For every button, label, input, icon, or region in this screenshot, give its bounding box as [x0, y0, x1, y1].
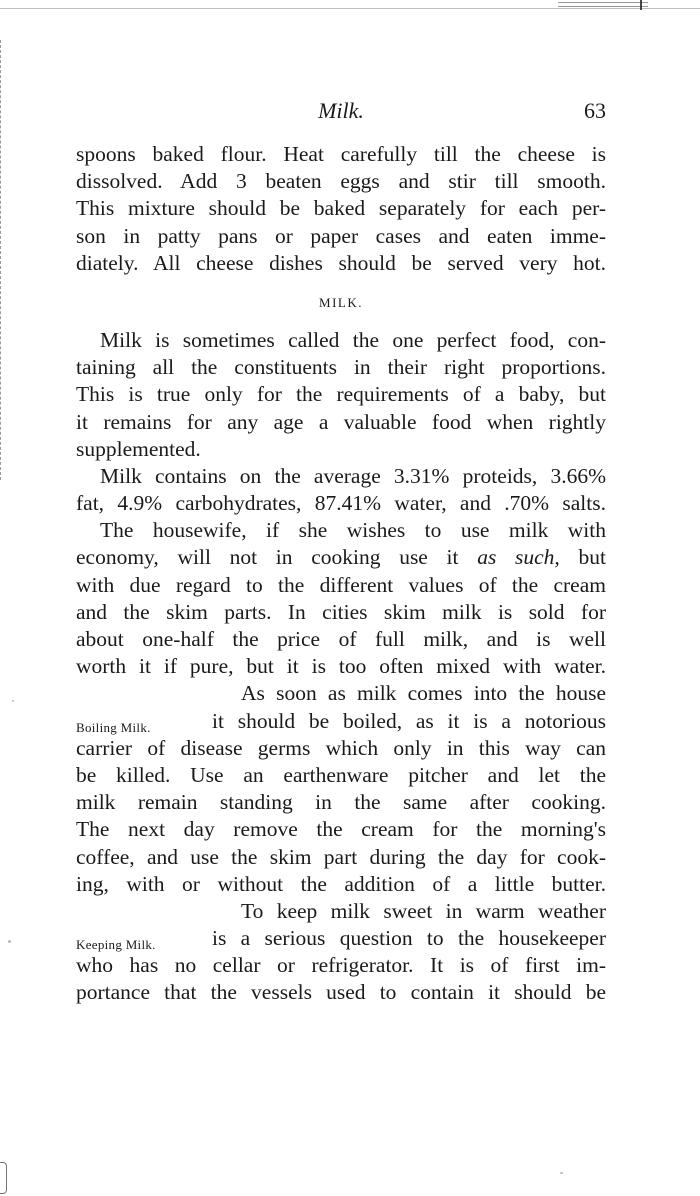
- text-line: son in patty pans or paper cases and eaten imme-: [76, 223, 606, 248]
- text-line: dissolved. Add 3 beaten eggs and stir till smooth.: [76, 169, 606, 194]
- text-line: This mixture should be baked separately for each per-: [76, 196, 606, 221]
- text-run: As soon as milk comes into the house: [241, 681, 606, 706]
- margin-note-keeping-milk: Keeping Milk.: [76, 937, 156, 953]
- text-line: fat, 4.9% carbohydrates, 87.41% water, and .70% salts.: [76, 491, 606, 516]
- text-line: coffee, and use the skim part during the day for cook-: [76, 844, 606, 869]
- text-run: To keep milk sweet in warm weather: [241, 898, 606, 923]
- text-line: ing, with or without the addition of a little butter.: [76, 871, 606, 896]
- text-run: it should be boiled, as it is a notorious: [212, 708, 606, 733]
- text-line: who has no cellar or refrigerator. It is of first im-: [76, 953, 606, 978]
- binding-gutter: [0, 40, 5, 480]
- text-line: [76, 925, 606, 952]
- text-run: but: [559, 545, 606, 570]
- text-line: be killed. Use an earthenware pitcher and let the: [76, 762, 606, 787]
- text-line: it remains for any age a valuable food when rightly: [76, 409, 606, 434]
- text-line: with due regard to the different values of the cream: [76, 572, 606, 597]
- text-run: is a serious question to the housekeeper: [212, 926, 606, 951]
- text-line: spoons baked flour. Heat carefully till the cheese is: [76, 142, 606, 166]
- text-line: [76, 708, 606, 735]
- page-number: 63: [584, 98, 606, 123]
- margin-note-boiling-milk: Boiling Milk.: [76, 719, 151, 735]
- binding-bracket: [0, 1162, 7, 1194]
- text-line: [76, 898, 606, 925]
- running-title: Milk.: [318, 98, 364, 123]
- section-heading: MILK.: [319, 294, 363, 310]
- text-line: The housewife, if she wishes to use milk with: [100, 518, 606, 543]
- corner-mark: [640, 0, 642, 10]
- text-line: worth it if pure, but it is too often mixed with water.: [76, 654, 606, 679]
- running-head: [76, 98, 606, 128]
- text-run: economy, will not in cooking use it: [76, 545, 478, 570]
- text-line: portance that the vessels used to contain it should be: [76, 980, 606, 1005]
- paper-speck: [560, 1172, 563, 1174]
- page-body: [76, 141, 606, 1007]
- text-line: and the skim parts. In cities skim milk is sold for: [76, 599, 606, 624]
- text-line: about one-half the price of full milk, and is well: [76, 627, 606, 651]
- text-line: [76, 544, 606, 571]
- paper-speck: [12, 700, 14, 702]
- text-line: Milk contains on the average 3.31% proteids, 3.66%: [100, 463, 606, 488]
- italic-phrase: as such,: [477, 545, 560, 570]
- text-line: diately. All cheese dishes should be served very hot.: [76, 250, 606, 275]
- text-line: Milk is sometimes called the one perfect food, con-: [100, 327, 606, 352]
- text-line: [76, 680, 606, 707]
- text-line: This is true only for the requirements of a baby, but: [76, 382, 606, 407]
- paper-speck: [8, 940, 11, 943]
- top-edge-rule: [0, 0, 700, 9]
- text-line: taining all the constituents in their right proportions.: [76, 355, 606, 380]
- text-line: supplemented.: [76, 436, 201, 461]
- text-line: The next day remove the cream for the morning's: [76, 817, 606, 842]
- text-line: carrier of disease germs which only in this way can: [76, 735, 606, 760]
- text-line: milk remain standing in the same after cooking.: [76, 790, 606, 815]
